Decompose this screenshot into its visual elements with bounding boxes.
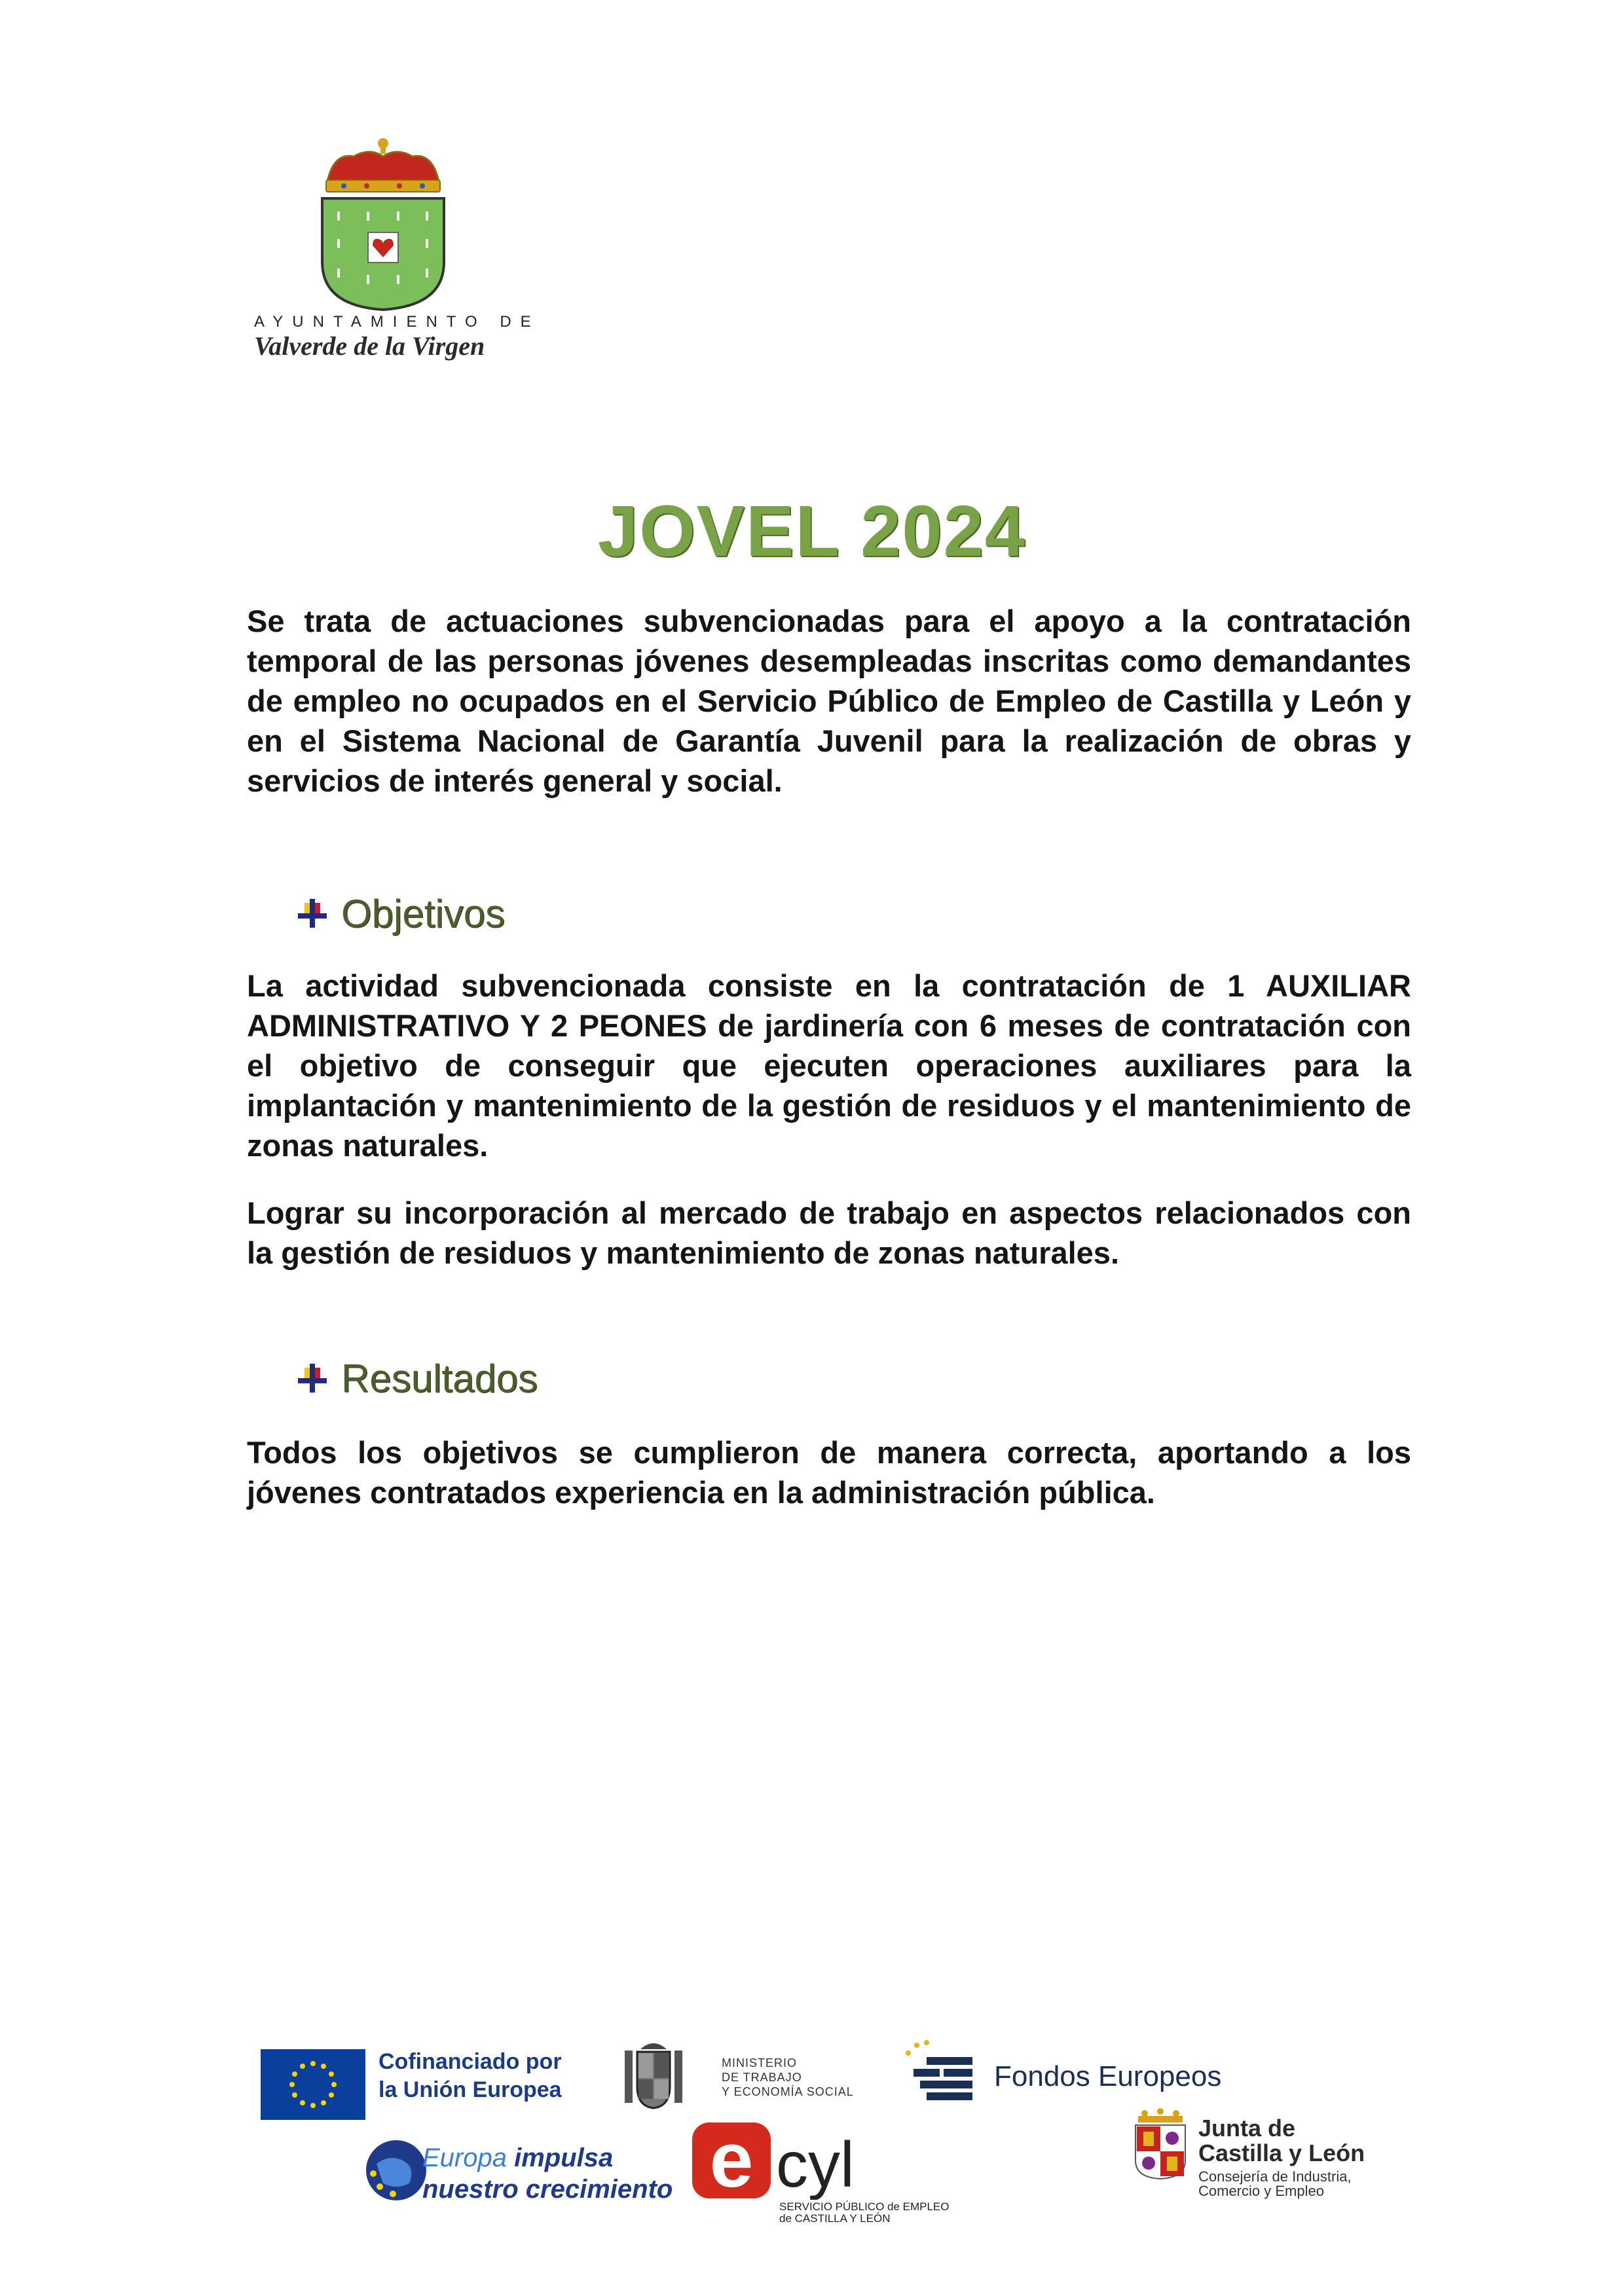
europa-impulsa-label	[422, 2142, 673, 2205]
org-name-caption: AYUNTAMIENTO DE	[254, 313, 540, 331]
section-heading-objetivos	[298, 890, 505, 936]
ministerio-line-2: DE TRABAJO	[722, 2071, 802, 2084]
europa-line-2: nuestro crecimiento	[422, 2175, 673, 2204]
fondos-europeos-icon	[900, 2037, 976, 2109]
coat-of-arms-icon	[308, 134, 458, 311]
eu-line-1: Cofinanciado por	[378, 2049, 562, 2074]
objetivos-paragraph-1: La actividad subvencionada consiste en la contratación de 1 AUXILIAR ADMINISTRATIVO Y 2 PEONES de jardinería con 6 meses de contratación con el objetivo de conseguir que ejecuten operaciones auxiliares para la implantación y mantenimiento de la gestión de residuos y el mantenimiento de zonas naturales.	[247, 968, 1411, 1163]
jcyl-line-2: Castilla y León	[1198, 2140, 1365, 2166]
europa-globe-icon	[363, 2138, 429, 2203]
ministerio-line-3: Y ECONOMÍA SOCIAL	[722, 2085, 854, 2098]
jcyl-consejeria	[1198, 2170, 1352, 2198]
ecyl-sub-line-2: de CASTILLA Y LEÓN	[779, 2212, 891, 2225]
section-heading-label: Objetivos	[341, 891, 506, 936]
spain-crest-icon	[621, 2037, 686, 2113]
jcyl-sub-line-2: Comercio y Empleo	[1198, 2183, 1324, 2199]
objetivos-paragraph-2: Lograr su incorporación al mercado de trabajo en aspectos relacionados con la gestión de residuos y mantenimiento de zonas naturales.	[247, 1195, 1411, 1270]
jcyl-line-1: Junta de	[1198, 2115, 1296, 2141]
eu-cofinancing-label	[378, 2048, 562, 2104]
europa-word: Europa	[422, 2143, 507, 2172]
document-title: JOVEL 2024	[598, 491, 1026, 572]
ministerio-label	[722, 2056, 854, 2099]
fondos-europeos-label: Fondos Europeos	[994, 2060, 1222, 2092]
bullet-cross-icon	[298, 899, 327, 928]
section-heading-label: Resultados	[341, 1356, 538, 1400]
resultados-paragraph-1: Todos los objetivos se cumplieron de manera correcta, aportando a los jóvenes contratados experiencia en la administración pública.	[247, 1435, 1411, 1510]
eu-line-2: la Unión Europea	[378, 2077, 562, 2102]
europa-impulsa-word: impulsa	[514, 2143, 614, 2172]
section-heading-resultados	[298, 1355, 538, 1401]
jcyl-sub-line-1: Consejería de Industria,	[1198, 2168, 1352, 2185]
ecyl-subtitle	[779, 2201, 950, 2225]
intro-paragraph: Se trata de actuaciones subvencionadas para el apoyo a la contratación temporal de las personas jóvenes desempleadas inscritas como demandantes de empleo no ocupados en el Servicio Público de Empleo de Castilla y León y en el Sistema Nacional de Garantía Juvenil para la realización de obras y servicios de interés general y social.	[247, 604, 1411, 798]
ministerio-line-1: MINISTERIO	[722, 2056, 798, 2069]
org-name: Valverde de la Virgen	[254, 331, 485, 361]
svg-text:cyl: cyl	[776, 2128, 855, 2200]
ecyl-sub-line-1: SERVICIO PÚBLICO de EMPLEO	[779, 2200, 950, 2213]
eu-flag-icon	[261, 2049, 365, 2120]
svg-text:e: e	[709, 2121, 754, 2200]
jcyl-shield-icon	[1132, 2108, 1189, 2180]
bullet-cross-icon	[298, 1364, 327, 1393]
jcyl-name	[1198, 2116, 1365, 2166]
ecyl-logo	[691, 2121, 868, 2200]
